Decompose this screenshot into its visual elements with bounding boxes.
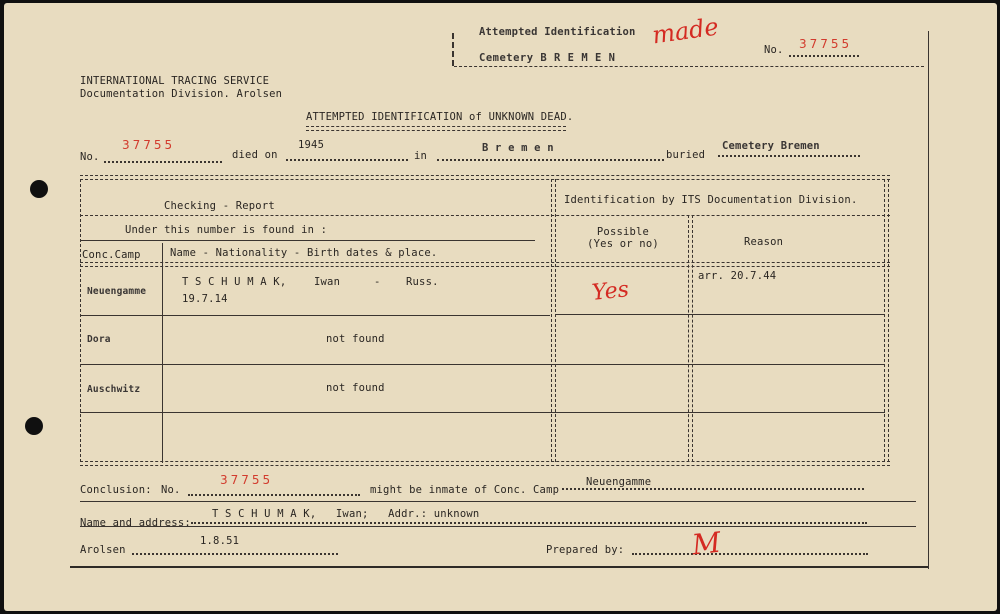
row-rule-1-right xyxy=(555,314,885,315)
column-header-possible-line2: (Yes or no) xyxy=(587,238,659,250)
conclusion-number-value: 37755 xyxy=(220,473,274,487)
arolsen-date-dots xyxy=(132,553,338,555)
document-card xyxy=(4,3,997,611)
table-row-1-birthdate: 19.7.14 xyxy=(182,293,228,305)
checking-report-header: Checking - Report xyxy=(164,200,275,212)
stamp-handwritten-note: made xyxy=(650,12,721,50)
table-center-divider xyxy=(551,179,556,462)
died-on-value: 1945 xyxy=(298,139,325,151)
table-row-1-dash: - xyxy=(374,276,381,288)
table-possible-divider xyxy=(688,215,693,462)
conclusion-rule xyxy=(80,501,916,502)
found-in-header: Under this number is found in : xyxy=(125,224,328,236)
name-address-label: Name and address: xyxy=(80,517,191,529)
column-header-camp: Conc.Camp xyxy=(82,249,141,261)
prepared-by-dots xyxy=(632,553,868,555)
cemetery-label: Cemetery B R E M E N xyxy=(479,52,616,64)
arolsen-label: Arolsen xyxy=(80,544,126,556)
died-on-label: died on xyxy=(232,149,278,161)
table-row-1-surname: T S C H U M A K, xyxy=(182,276,287,288)
conclusion-camp-dots xyxy=(562,488,864,490)
buried-value: Cemetery Bremen xyxy=(722,140,820,152)
conclusion-inmate-text: might be inmate of Conc. Camp xyxy=(370,484,560,496)
buried-label: buried xyxy=(666,149,706,161)
table-row-1-possible: Yes xyxy=(590,277,631,306)
table-row-3-status: not found xyxy=(326,382,385,394)
conclusion-number-dots xyxy=(188,494,360,496)
attempted-identification-label: Attempted Identification xyxy=(479,26,636,38)
org-division: Documentation Division. Arolsen xyxy=(80,88,283,100)
record-number-dots xyxy=(104,161,222,163)
header-box-bottom-border xyxy=(454,66,924,67)
column-header-rule xyxy=(80,262,890,267)
table-right-border xyxy=(884,179,889,462)
conclusion-camp-value: Neuengamme xyxy=(586,476,652,488)
table-left-border xyxy=(80,179,81,462)
name-address-dots xyxy=(191,522,867,524)
table-row-1-reason: arr. 20.7.44 xyxy=(698,270,777,282)
prepared-by-signature: M xyxy=(690,525,723,562)
org-name: INTERNATIONAL TRACING SERVICE xyxy=(80,75,270,87)
document-title: ATTEMPTED IDENTIFICATION of UNKNOWN DEAD. xyxy=(306,111,574,123)
row-rule-3 xyxy=(80,412,885,413)
identification-header: Identification by ITS Documentation Division. xyxy=(564,194,858,206)
punch-hole-bottom xyxy=(25,417,43,435)
name-address-rule xyxy=(80,526,916,527)
table-row-1-nationality: Russ. xyxy=(406,276,439,288)
in-label: in xyxy=(414,150,428,162)
table-top-border xyxy=(80,175,890,180)
punch-hole-top xyxy=(30,180,48,198)
died-on-dots xyxy=(286,159,408,161)
title-double-underline xyxy=(306,126,566,131)
row-rule-2 xyxy=(80,364,885,365)
name-address-value: T S C H U M A K, Iwan; Addr.: unknown xyxy=(212,508,480,520)
column-header-name: Name - Nationality - Birth dates & place. xyxy=(170,247,438,259)
in-value: B r e m e n xyxy=(482,142,554,154)
card-right-border xyxy=(928,31,929,569)
in-dots xyxy=(437,159,664,161)
header-number-label: No. xyxy=(764,44,784,56)
table-row-3-camp: Auschwitz xyxy=(87,384,141,395)
conclusion-label: Conclusion: xyxy=(80,484,152,496)
table-row-2-status: not found xyxy=(326,333,385,345)
column-header-possible xyxy=(557,226,689,250)
row-rule-1 xyxy=(80,315,550,316)
table-bottom-border xyxy=(80,461,890,466)
arolsen-date-value: 1.8.51 xyxy=(200,535,240,547)
record-number-label: No. xyxy=(80,151,100,163)
found-in-rule xyxy=(80,240,535,241)
table-camp-divider xyxy=(162,243,163,463)
header-box-left-border xyxy=(452,33,454,66)
prepared-by-label: Prepared by: xyxy=(546,544,625,556)
column-header-reason: Reason xyxy=(744,236,784,248)
buried-dots xyxy=(718,155,860,157)
conclusion-number-label: No. xyxy=(161,484,181,496)
header-number-dots xyxy=(789,55,859,57)
table-row-1-camp: Neuengamme xyxy=(87,286,147,297)
header-number-value: 37755 xyxy=(799,37,853,51)
table-row-2-camp: Dora xyxy=(87,334,111,345)
card-bottom-rule xyxy=(70,566,928,568)
table-row-1-firstname: Iwan xyxy=(314,276,341,288)
column-header-possible-line1: Possible xyxy=(596,226,650,238)
record-number-value: 37755 xyxy=(122,138,176,152)
table-header-rule xyxy=(80,215,890,216)
